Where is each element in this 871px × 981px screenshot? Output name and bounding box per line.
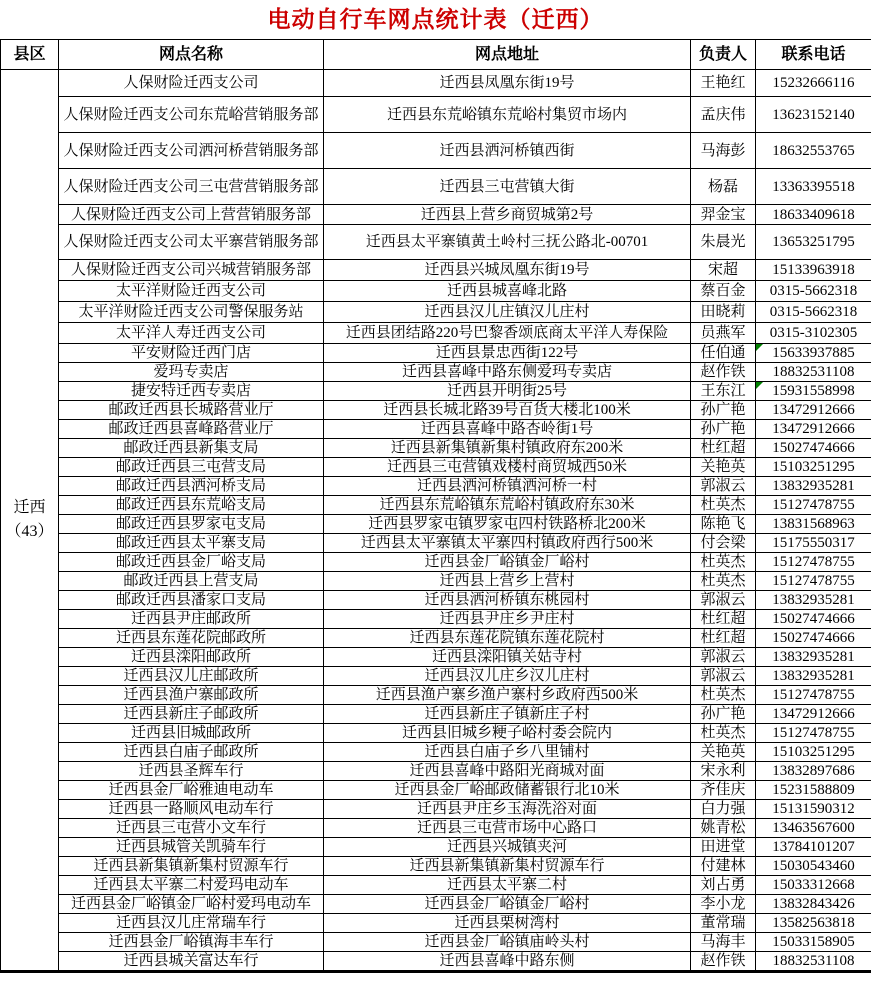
outlet-address-cell: 迁西县白庙子乡八里铺村 [324, 743, 691, 762]
phone-cell: 15027474666 [756, 610, 871, 629]
table-row [1, 914, 871, 933]
outlet-address-cell: 迁西县洒河桥镇东桃园村 [324, 591, 691, 610]
outlet-table [0, 39, 871, 973]
table-row [1, 169, 871, 205]
table-row [1, 800, 871, 819]
contact-person-cell: 付建林 [691, 857, 756, 876]
outlet-address-cell: 迁西县尹庄乡玉海洗浴对面 [324, 800, 691, 819]
phone-cell: 13653251795 [756, 225, 871, 260]
outlet-address-cell: 迁西县金厂峪镇金厂峪村 [324, 895, 691, 914]
outlet-address-cell: 迁西县金厂峪镇金厂峪村 [324, 553, 691, 572]
phone-cell: 15127478755 [756, 496, 871, 515]
outlet-name-cell: 迁西县三屯营小文车行 [59, 819, 324, 838]
phone-cell: 15103251295 [756, 743, 871, 762]
phone-cell: 0315-3102305 [756, 323, 871, 344]
table-row [1, 857, 871, 876]
contact-person-cell: 孙广艳 [691, 420, 756, 439]
outlet-name-cell: 迁西县新庄子邮政所 [59, 705, 324, 724]
table-row [1, 323, 871, 344]
phone-cell: 13832935281 [756, 477, 871, 496]
contact-person-cell: 关艳英 [691, 458, 756, 477]
phone-cell: 13463567600 [756, 819, 871, 838]
outlet-address-cell: 迁西县上营乡上营村 [324, 572, 691, 591]
phone-cell: 18832531108 [756, 952, 871, 972]
contact-person-cell: 杜英杰 [691, 572, 756, 591]
table-row [1, 895, 871, 914]
table-row [1, 70, 871, 97]
phone-cell: 13832935281 [756, 591, 871, 610]
contact-person-cell: 马海彭 [691, 133, 756, 169]
outlet-address-cell: 迁西县罗家屯镇罗家屯四村铁路桥北200米 [324, 515, 691, 534]
outlet-name-cell: 捷安特迁西专卖店 [59, 382, 324, 401]
table-row [1, 97, 871, 133]
contact-person-cell: 郭淑云 [691, 648, 756, 667]
outlet-name-cell: 迁西县东莲花院邮政所 [59, 629, 324, 648]
table-row [1, 534, 871, 553]
contact-person-cell: 王东江 [691, 382, 756, 401]
outlet-name-cell: 邮政迁西县太平寨支局 [59, 534, 324, 553]
outlet-address-cell: 迁西县尹庄乡尹庄村 [324, 610, 691, 629]
outlet-address-cell: 迁西县三屯营镇大街 [324, 169, 691, 205]
outlet-address-cell: 迁西县渔户寨乡渔户寨村乡政府西500米 [324, 686, 691, 705]
outlet-name-cell: 迁西县汉儿庄常瑞车行 [59, 914, 324, 933]
table-row [1, 743, 871, 762]
phone-cell: 15027474666 [756, 439, 871, 458]
table-row [1, 225, 871, 260]
contact-person-cell: 郭淑云 [691, 591, 756, 610]
phone-cell: 18633409618 [756, 205, 871, 225]
contact-person-cell: 杜英杰 [691, 553, 756, 572]
table-row [1, 876, 871, 895]
table-header-row [1, 40, 871, 70]
outlet-address-cell: 迁西县上营乡商贸城第2号 [324, 205, 691, 225]
outlet-address-cell: 迁西县喜峰中路东侧爱玛专卖店 [324, 363, 691, 382]
outlet-name-cell: 迁西县滦阳邮政所 [59, 648, 324, 667]
table-row [1, 762, 871, 781]
outlet-address-cell: 迁西县喜峰中路阳光商城对面 [324, 762, 691, 781]
outlet-name-cell: 邮政迁西县上营支局 [59, 572, 324, 591]
phone-cell: 15127478755 [756, 553, 871, 572]
table-row [1, 952, 871, 972]
contact-person-cell: 董常瑞 [691, 914, 756, 933]
phone-cell: 13832935281 [756, 648, 871, 667]
table-row [1, 344, 871, 363]
outlet-name-cell: 人保财险迁西支公司太平寨营销服务部 [59, 225, 324, 260]
contact-person-cell: 羿金宝 [691, 205, 756, 225]
outlet-address-cell: 迁西县新庄子镇新庄子村 [324, 705, 691, 724]
contact-person-cell: 白力强 [691, 800, 756, 819]
outlet-address-cell: 迁西县栗树湾村 [324, 914, 691, 933]
outlet-name-cell: 迁西县一路顺风电动车行 [59, 800, 324, 819]
table-row [1, 819, 871, 838]
table-row [1, 553, 871, 572]
outlet-address-cell: 迁西县汉儿庄乡汉儿庄村 [324, 667, 691, 686]
contact-person-cell: 齐佳庆 [691, 781, 756, 800]
county-count: （43） [5, 523, 54, 540]
phone-cell: 13832897686 [756, 762, 871, 781]
contact-person-cell: 任伯通 [691, 344, 756, 363]
outlet-address-cell: 迁西县洒河桥镇西街 [324, 133, 691, 169]
contact-person-cell: 马海丰 [691, 933, 756, 952]
phone-cell: 0315-5662318 [756, 281, 871, 302]
contact-person-cell: 孙广艳 [691, 401, 756, 420]
outlet-address-cell: 迁西县金厂峪镇庙岭头村 [324, 933, 691, 952]
phone-cell: 13472912666 [756, 401, 871, 420]
outlet-name-cell: 迁西县圣辉车行 [59, 762, 324, 781]
phone-cell: 0315-5662318 [756, 302, 871, 323]
outlet-address-cell: 迁西县凤凰东街19号 [324, 70, 691, 97]
outlet-address-cell: 迁西县团结路220号巴黎香颂底商太平洋人寿保险 [324, 323, 691, 344]
outlet-name-cell: 邮政迁西县新集支局 [59, 439, 324, 458]
outlet-name-cell: 迁西县太平寨二村爱玛电动车 [59, 876, 324, 895]
phone-cell: 13582563818 [756, 914, 871, 933]
outlet-address-cell: 迁西县新集镇新集村贸源车行 [324, 857, 691, 876]
county-name: 迁西 [13, 499, 46, 516]
outlet-address-cell: 迁西县洒河桥镇洒河桥一村 [324, 477, 691, 496]
contact-person-cell: 关艳英 [691, 743, 756, 762]
header-outlet-address: 网点地址 [324, 40, 691, 70]
contact-person-cell: 杜红超 [691, 439, 756, 458]
table-row [1, 458, 871, 477]
header-phone: 联系电话 [756, 40, 871, 70]
outlet-name-cell: 人保财险迁西支公司洒河桥营销服务部 [59, 133, 324, 169]
outlet-address-cell: 迁西县城喜峰北路 [324, 281, 691, 302]
contact-person-cell: 蔡百金 [691, 281, 756, 302]
contact-person-cell: 宋永利 [691, 762, 756, 781]
outlet-address-cell: 迁西县东荒峪镇东荒峪村集贸市场内 [324, 97, 691, 133]
table-row [1, 629, 871, 648]
outlet-address-cell: 迁西县东荒峪镇东荒峪村镇政府东30米 [324, 496, 691, 515]
table-row [1, 420, 871, 439]
outlet-address-cell: 迁西县景忠西街122号 [324, 344, 691, 363]
outlet-address-cell: 迁西县太平寨镇黄土岭村三抚公路北-00701 [324, 225, 691, 260]
table-row [1, 648, 871, 667]
table-row [1, 933, 871, 952]
contact-person-cell: 杜英杰 [691, 724, 756, 743]
header-outlet-name: 网点名称 [59, 40, 324, 70]
phone-cell: 15127478755 [756, 724, 871, 743]
outlet-address-cell: 迁西县喜峰中路杏岭街1号 [324, 420, 691, 439]
outlet-name-cell: 迁西县汉儿庄邮政所 [59, 667, 324, 686]
contact-person-cell: 陈艳飞 [691, 515, 756, 534]
contact-person-cell: 李小龙 [691, 895, 756, 914]
outlet-address-cell: 迁西县长城北路39号百货大楼北100米 [324, 401, 691, 420]
contact-person-cell: 孙广艳 [691, 705, 756, 724]
contact-person-cell: 姚青松 [691, 819, 756, 838]
phone-cell: 15127478755 [756, 572, 871, 591]
contact-person-cell: 田晓莉 [691, 302, 756, 323]
table-row [1, 667, 871, 686]
outlet-address-cell: 迁西县金厂峪邮政储蓄银行北10米 [324, 781, 691, 800]
outlet-name-cell: 迁西县金厂峪雅迪电动车 [59, 781, 324, 800]
outlet-name-cell: 太平洋财险迁西支公司警保服务站 [59, 302, 324, 323]
phone-cell: 15131590312 [756, 800, 871, 819]
table-row [1, 686, 871, 705]
table-row [1, 281, 871, 302]
outlet-name-cell: 邮政迁西县三屯营支局 [59, 458, 324, 477]
contact-person-cell: 孟庆伟 [691, 97, 756, 133]
outlet-name-cell: 人保财险迁西支公司东荒峪营销服务部 [59, 97, 324, 133]
outlet-name-cell: 迁西县金厂峪镇金厂峪村爱玛电动车 [59, 895, 324, 914]
outlet-name-cell: 人保财险迁西支公司 [59, 70, 324, 97]
outlet-name-cell: 邮政迁西县罗家屯支局 [59, 515, 324, 534]
contact-person-cell: 员燕军 [691, 323, 756, 344]
outlet-name-cell: 迁西县城关富达车行 [59, 952, 324, 972]
contact-person-cell: 杜英杰 [691, 496, 756, 515]
outlet-address-cell: 迁西县兴城凤凰东街19号 [324, 260, 691, 281]
header-county: 县区 [1, 40, 59, 70]
outlet-name-cell: 太平洋人寿迁西支公司 [59, 323, 324, 344]
outlet-name-cell: 邮政迁西县金厂峪支局 [59, 553, 324, 572]
outlet-address-cell: 迁西县旧城乡粳子峪村委会院内 [324, 724, 691, 743]
phone-cell: 13784101207 [756, 838, 871, 857]
phone-cell: 13623152140 [756, 97, 871, 133]
table-row [1, 477, 871, 496]
contact-person-cell: 杜英杰 [691, 686, 756, 705]
phone-cell: 18832531108 [756, 363, 871, 382]
phone-cell: 15931558998 [756, 382, 871, 401]
table-row [1, 363, 871, 382]
table-row [1, 401, 871, 420]
outlet-address-cell: 迁西县滦阳镇关姑寺村 [324, 648, 691, 667]
table-row [1, 302, 871, 323]
page-title: 电动自行车网点统计表（迁西） [267, 7, 604, 32]
outlet-name-cell: 爱玛专卖店 [59, 363, 324, 382]
phone-cell: 15232666116 [756, 70, 871, 97]
phone-cell: 13831568963 [756, 515, 871, 534]
outlet-address-cell: 迁西县汉儿庄镇汉儿庄村 [324, 302, 691, 323]
contact-person-cell: 赵作铁 [691, 952, 756, 972]
table-row [1, 572, 871, 591]
outlet-name-cell: 邮政迁西县洒河桥支局 [59, 477, 324, 496]
outlet-address-cell: 迁西县新集镇新集村镇政府东200米 [324, 439, 691, 458]
outlet-name-cell: 邮政迁西县长城路营业厅 [59, 401, 324, 420]
outlet-name-cell: 迁西县金厂峪镇海丰车行 [59, 933, 324, 952]
phone-cell: 15027474666 [756, 629, 871, 648]
table-row [1, 610, 871, 629]
outlet-name-cell: 邮政迁西县喜峰路营业厅 [59, 420, 324, 439]
phone-cell: 13472912666 [756, 420, 871, 439]
outlet-name-cell: 太平洋财险迁西支公司 [59, 281, 324, 302]
phone-cell: 18632553765 [756, 133, 871, 169]
outlet-name-cell: 迁西县城管关凯骑车行 [59, 838, 324, 857]
outlet-name-cell: 迁西县白庙子邮政所 [59, 743, 324, 762]
table-row [1, 205, 871, 225]
phone-cell: 15030543460 [756, 857, 871, 876]
contact-person-cell: 杜红超 [691, 629, 756, 648]
phone-cell: 15103251295 [756, 458, 871, 477]
table-row [1, 515, 871, 534]
contact-person-cell: 朱晨光 [691, 225, 756, 260]
outlet-name-cell: 人保财险迁西支公司三屯营营销服务部 [59, 169, 324, 205]
outlet-address-cell: 迁西县太平寨镇太平寨四村镇政府西行500米 [324, 534, 691, 553]
outlet-name-cell: 迁西县旧城邮政所 [59, 724, 324, 743]
contact-person-cell: 杨磊 [691, 169, 756, 205]
table-row [1, 133, 871, 169]
outlet-name-cell: 迁西县新集镇新集村贸源车行 [59, 857, 324, 876]
outlet-address-cell: 迁西县喜峰中路东侧 [324, 952, 691, 972]
phone-cell: 13832843426 [756, 895, 871, 914]
table-row [1, 496, 871, 515]
phone-cell: 13832935281 [756, 667, 871, 686]
contact-person-cell: 田进堂 [691, 838, 756, 857]
outlet-address-cell: 迁西县三屯营市场中心路口 [324, 819, 691, 838]
header-contact-person: 负责人 [691, 40, 756, 70]
table-row [1, 838, 871, 857]
outlet-name-cell: 迁西县尹庄邮政所 [59, 610, 324, 629]
contact-person-cell: 宋超 [691, 260, 756, 281]
outlet-address-cell: 迁西县三屯营镇戏楼村商贸城西50米 [324, 458, 691, 477]
outlet-name-cell: 平安财险迁西门店 [59, 344, 324, 363]
phone-cell: 15231588809 [756, 781, 871, 800]
outlet-address-cell: 迁西县太平寨二村 [324, 876, 691, 895]
table-row [1, 439, 871, 458]
county-cell [1, 70, 59, 972]
table-row [1, 781, 871, 800]
outlet-address-cell: 迁西县东莲花院镇东莲花院村 [324, 629, 691, 648]
phone-cell: 13472912666 [756, 705, 871, 724]
outlet-name-cell: 迁西县渔户寨邮政所 [59, 686, 324, 705]
contact-person-cell: 郭淑云 [691, 477, 756, 496]
outlet-name-cell: 邮政迁西县东荒峪支局 [59, 496, 324, 515]
phone-cell: 13363395518 [756, 169, 871, 205]
phone-cell: 15033158905 [756, 933, 871, 952]
contact-person-cell: 刘占勇 [691, 876, 756, 895]
outlet-name-cell: 人保财险迁西支公司上营营销服务部 [59, 205, 324, 225]
table-row [1, 705, 871, 724]
phone-cell: 15633937885 [756, 344, 871, 363]
table-row [1, 724, 871, 743]
outlet-address-cell: 迁西县开明街25号 [324, 382, 691, 401]
phone-cell: 15133963918 [756, 260, 871, 281]
table-row [1, 382, 871, 401]
outlet-name-cell: 邮政迁西县潘家口支局 [59, 591, 324, 610]
contact-person-cell: 杜红超 [691, 610, 756, 629]
phone-cell: 15033312668 [756, 876, 871, 895]
table-row [1, 260, 871, 281]
outlet-name-cell: 人保财险迁西支公司兴城营销服务部 [59, 260, 324, 281]
phone-cell: 15175550317 [756, 534, 871, 553]
phone-cell: 15127478755 [756, 686, 871, 705]
contact-person-cell: 付会梁 [691, 534, 756, 553]
outlet-table-body [1, 70, 871, 972]
contact-person-cell: 郭淑云 [691, 667, 756, 686]
outlet-address-cell: 迁西县兴城镇夹河 [324, 838, 691, 857]
table-row [1, 591, 871, 610]
contact-person-cell: 赵作铁 [691, 363, 756, 382]
contact-person-cell: 王艳红 [691, 70, 756, 97]
